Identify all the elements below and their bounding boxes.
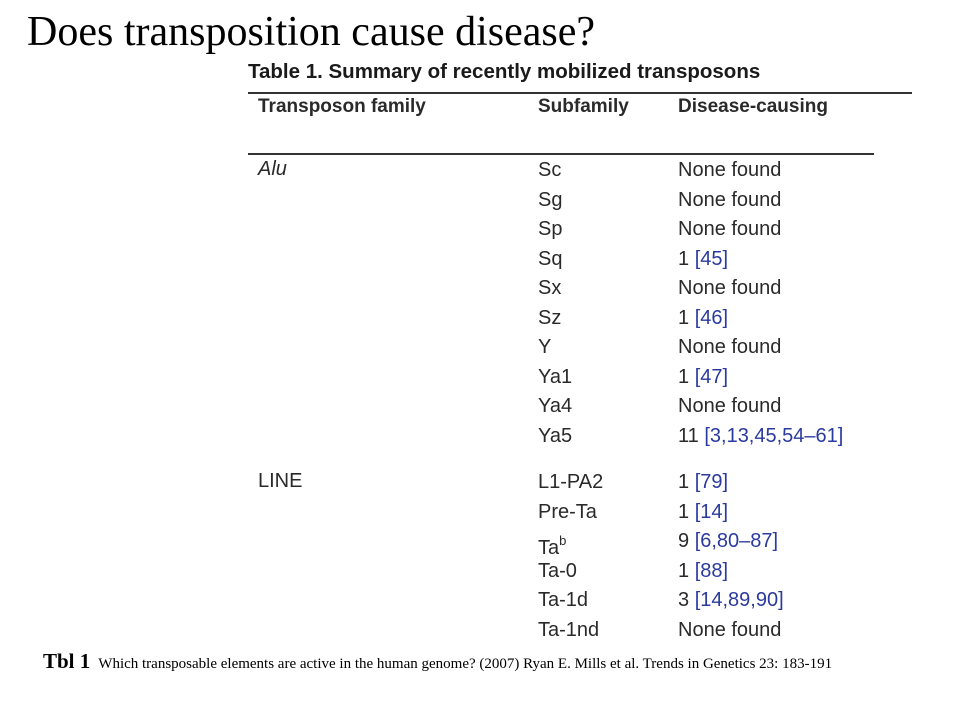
subfamily-cell (538, 365, 572, 389)
subfamily-cell (538, 188, 562, 212)
table-title: Table 1. Summary of recently mobilized transposons (248, 60, 761, 83)
subfamily-cell (538, 247, 562, 271)
subfamily-cell (538, 559, 577, 583)
disease-count: None found (678, 218, 782, 240)
table-top-rule (248, 92, 912, 94)
subfamily-name: Ta-1nd (538, 618, 600, 641)
subfamily-cell (538, 217, 562, 241)
disease-count: 11 (678, 424, 699, 447)
subfamily-cell (538, 394, 572, 418)
disease-cell (678, 500, 728, 524)
subfamily-name: L1-PA2 (538, 471, 604, 493)
subfamily-name: Ya4 (538, 395, 573, 417)
disease-count: 1 (678, 306, 690, 329)
family-label: Alu (258, 158, 287, 180)
reference-link[interactable]: [88] (694, 559, 729, 582)
disease-cell (678, 306, 728, 330)
disease-count: 9 (678, 530, 690, 552)
subfamily-name: Ta-0 (538, 559, 577, 582)
subfamily-name: Sg (538, 188, 563, 211)
header-subfamily: Subfamily (538, 96, 629, 117)
subfamily-name: Pre-Ta (538, 500, 597, 523)
disease-cell (678, 559, 728, 583)
disease-cell (678, 217, 781, 241)
subfamily-cell (538, 588, 588, 612)
disease-cell (678, 276, 781, 300)
subfamily-name: Ta (538, 537, 560, 559)
disease-cell (678, 158, 781, 182)
reference-link[interactable]: [3,13,45,54–61] (704, 424, 844, 447)
disease-count: None found (678, 395, 782, 417)
reference-link[interactable]: [45] (694, 247, 729, 270)
disease-cell (678, 529, 778, 553)
reference-link[interactable]: [6,80–87] (694, 530, 779, 552)
subfamily-cell (538, 470, 603, 494)
caption-label: Tbl 1 (43, 649, 91, 673)
reference-link[interactable]: [79] (694, 471, 729, 493)
subfamily-cell (538, 618, 599, 642)
disease-cell (678, 188, 781, 212)
subfamily-name: Ta-1d (538, 589, 589, 611)
disease-count: None found (678, 336, 782, 358)
disease-count: 1 (678, 559, 690, 582)
reference-link[interactable]: [14] (694, 500, 729, 523)
figure-caption (43, 650, 913, 675)
disease-count: 1 (678, 247, 690, 270)
disease-cell (678, 470, 728, 494)
disease-count: None found (678, 188, 782, 211)
subfamily-cell (538, 306, 561, 330)
header-disease-causing: Disease-causing (678, 96, 828, 117)
disease-count: None found (678, 277, 782, 299)
family-label: LINE (258, 470, 303, 492)
subfamily-cell (538, 529, 566, 560)
disease-count: None found (678, 159, 782, 181)
subfamily-name: Sq (538, 247, 563, 270)
table-header-rule (248, 153, 874, 155)
disease-cell (678, 424, 843, 448)
slide-title: Does transposition cause disease? (27, 9, 596, 55)
disease-count: 3 (678, 589, 690, 611)
reference-link[interactable]: [14,89,90] (694, 589, 784, 611)
subfamily-cell (538, 276, 561, 300)
reference-link[interactable]: [46] (694, 306, 729, 329)
subfamily-name: Sz (538, 306, 562, 329)
subfamily-name: Sx (538, 277, 562, 299)
subfamily-name: Y (538, 336, 552, 358)
disease-cell (678, 335, 781, 359)
subfamily-cell (538, 500, 597, 524)
subfamily-name: Sp (538, 218, 563, 240)
disease-cell (678, 365, 728, 389)
subfamily-cell (538, 335, 551, 359)
disease-count: 1 (678, 471, 690, 493)
disease-cell (678, 247, 728, 271)
disease-count: None found (678, 618, 782, 641)
disease-count: 1 (678, 365, 690, 388)
caption-citation: Which transposable elements are active in the human genome? (2007) Ryan E. Mills et al. Trends in Genetics 23: 183-191 (98, 656, 833, 672)
subfamily-cell (538, 424, 572, 448)
subfamily-cell (538, 158, 561, 182)
header-transposon-family: Transposon family (258, 96, 426, 117)
disease-cell (678, 588, 784, 612)
reference-link[interactable]: [47] (694, 365, 729, 388)
disease-count: 1 (678, 500, 690, 523)
disease-cell (678, 394, 781, 418)
disease-cell (678, 618, 781, 642)
subfamily-name: Ya1 (538, 365, 573, 388)
subfamily-name: Sc (538, 159, 562, 181)
footnote-marker: b (559, 533, 567, 548)
subfamily-name: Ya5 (538, 424, 573, 447)
